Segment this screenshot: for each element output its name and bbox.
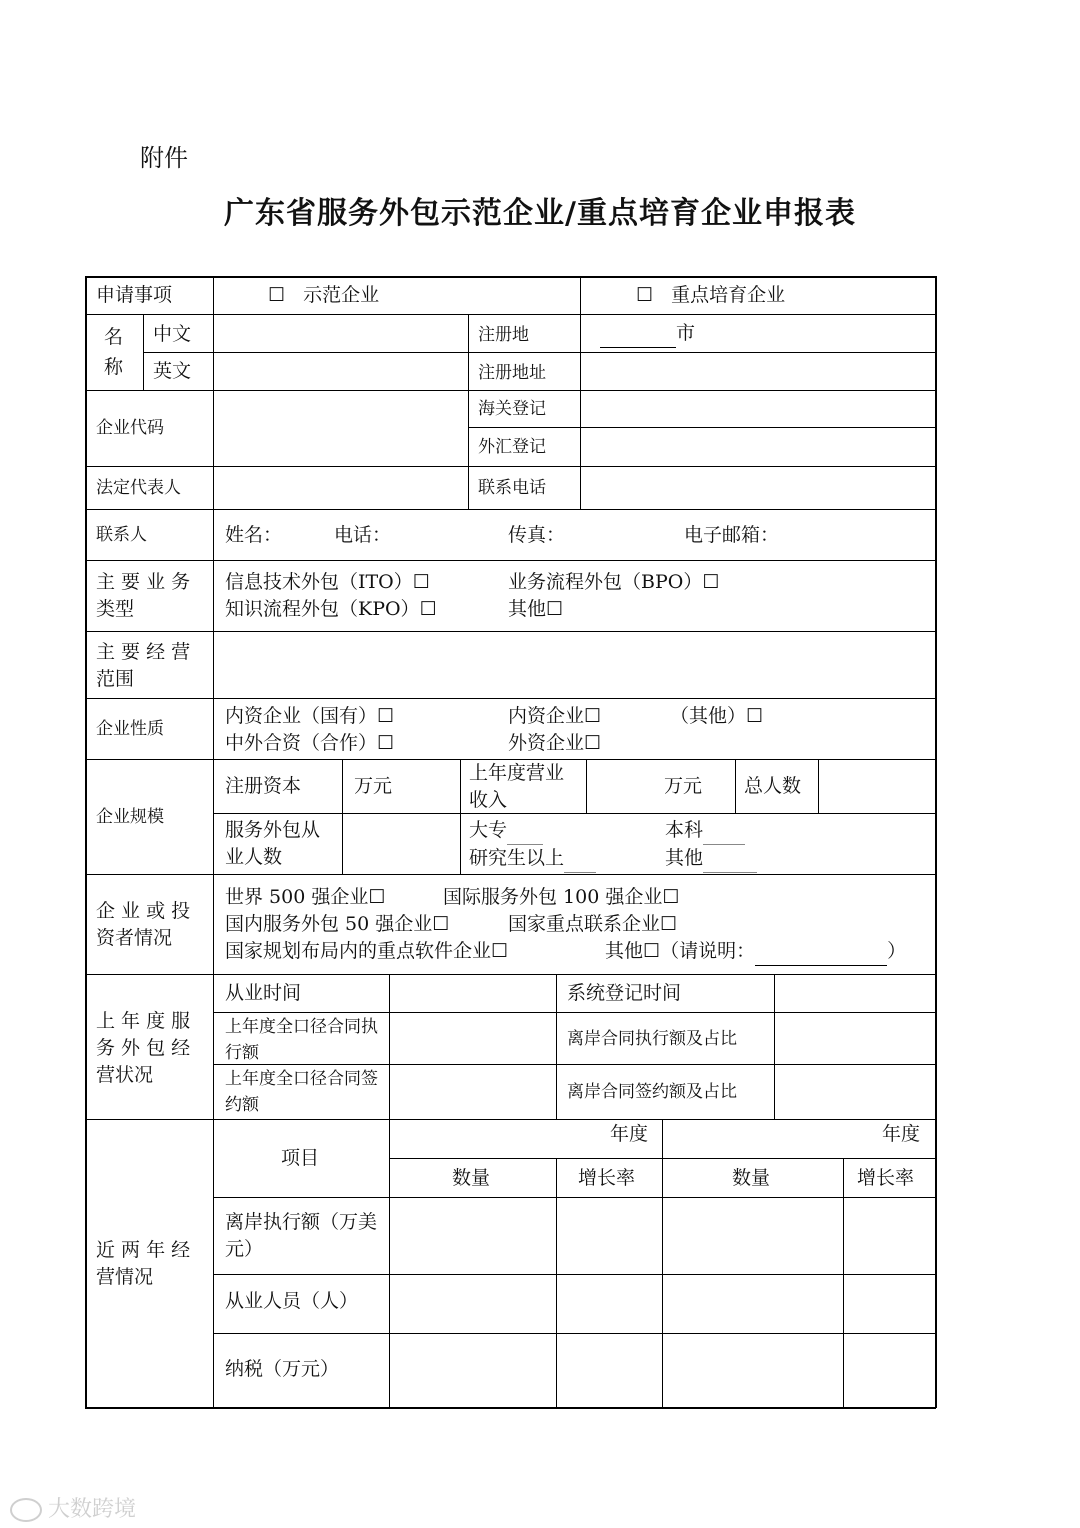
nature-jv[interactable] <box>225 730 394 757</box>
forex-label: 外汇登记 <box>478 437 546 457</box>
grid-input[interactable] <box>390 1198 556 1274</box>
checkbox-icon[interactable] <box>584 705 601 727</box>
investor-keycontact[interactable] <box>508 911 677 938</box>
checkbox-icon[interactable] <box>584 732 601 754</box>
scope-label: 主 要 经 营 范围 <box>96 641 191 690</box>
note-prefix: （请说明： <box>660 940 756 962</box>
nature-domestic-state-label: 内资企业（国有） <box>225 705 378 727</box>
nature-foreign-label: 外资企业 <box>508 732 585 754</box>
rule-v <box>735 759 736 813</box>
rule-v <box>468 314 469 509</box>
year1-header: 年度 <box>610 1123 649 1145</box>
sys-time-label: 系统登记时间 <box>567 982 682 1004</box>
reg-place-label: 注册地 <box>478 325 529 345</box>
offshore-sign-label: 离岸合同签约额及占比 <box>567 1082 737 1102</box>
name-cn-field[interactable] <box>214 315 468 352</box>
business-type-kpo[interactable] <box>225 596 437 623</box>
customs-label: 海关登记 <box>478 399 546 419</box>
business-type-bpo[interactable] <box>508 569 719 596</box>
reg-address-label: 注册地址 <box>478 363 546 383</box>
blank-underline <box>600 320 676 348</box>
checkbox-icon[interactable] <box>702 571 719 593</box>
total-staff-field[interactable] <box>819 760 935 813</box>
rule-v <box>580 276 581 314</box>
checkbox-icon[interactable] <box>268 284 285 306</box>
nature-domestic-state[interactable] <box>225 703 394 730</box>
rule-v <box>143 314 144 390</box>
checkbox-icon[interactable] <box>546 598 563 620</box>
blank-underline <box>703 845 757 873</box>
offshore-sign-field[interactable] <box>775 1065 935 1119</box>
checkbox-icon[interactable] <box>491 940 508 962</box>
wan-unit-2: 万元 <box>664 775 703 797</box>
growth1-header: 增长率 <box>578 1167 636 1189</box>
checkbox-icon[interactable] <box>420 598 437 620</box>
contact-name-label: 姓名： <box>225 524 283 546</box>
nature-other[interactable] <box>670 703 763 730</box>
checkbox-icon[interactable] <box>660 913 677 935</box>
qty2-header: 数量 <box>732 1167 771 1189</box>
other-edu-count[interactable] <box>665 845 757 873</box>
legal-rep-field[interactable] <box>214 467 468 509</box>
grid-input[interactable] <box>844 1275 935 1333</box>
watermark-text: 大数跨境 <box>48 1497 137 1522</box>
since-label: 从业时间 <box>225 982 302 1004</box>
code-label: 企业代码 <box>96 418 164 438</box>
dom50-label: 国内服务外包 50 强企业 <box>225 913 433 935</box>
checkbox-icon[interactable] <box>636 284 653 306</box>
rule-v <box>586 759 587 813</box>
rule-v <box>556 974 557 1119</box>
investor-label: 企 业 或 投 资者情况 <box>96 900 191 949</box>
checkbox-icon[interactable] <box>432 913 449 935</box>
grid-input[interactable] <box>663 1334 843 1407</box>
exec-label: 上年度全口径合同执行额 <box>225 1017 378 1063</box>
business-type-ito[interactable] <box>225 569 430 596</box>
name-en-label: 英文 <box>153 360 192 382</box>
contact-email-label: 电子邮箱： <box>684 524 780 546</box>
outsourcing-staff-label: 服务外包从业人数 <box>225 819 321 868</box>
contact-label: 联系人 <box>96 525 147 545</box>
investor-other[interactable] <box>605 938 906 966</box>
bachelor-count[interactable] <box>665 817 745 845</box>
checkbox-icon[interactable] <box>377 732 394 754</box>
keycontact-label: 国家重点联系企业 <box>508 913 661 935</box>
legal-rep-label: 法定代表人 <box>96 478 181 498</box>
grid-input[interactable] <box>557 1275 662 1333</box>
nature-jv-label: 中外合资（合作） <box>225 732 378 754</box>
year2-header: 年度 <box>882 1123 921 1145</box>
wan-unit-1: 万元 <box>354 775 393 797</box>
investor-dom50[interactable] <box>225 911 449 938</box>
postgrad-label: 研究生以上 <box>469 847 565 869</box>
other-edu-label: 其他 <box>665 847 704 869</box>
name-cn-label: 中文 <box>153 323 192 345</box>
sign-label: 上年度全口径合同签约额 <box>225 1069 378 1115</box>
watermark-logo-icon <box>10 1498 42 1522</box>
checkbox-icon[interactable] <box>413 571 430 593</box>
sys-time-field[interactable] <box>775 975 935 1012</box>
investor-top500[interactable] <box>225 884 385 911</box>
blank-underline <box>703 817 745 845</box>
outsourcing-staff-field[interactable] <box>343 814 460 874</box>
blank-underline <box>564 845 596 873</box>
investor-other-label: 其他 <box>605 940 644 962</box>
reg-place-field[interactable] <box>600 320 695 348</box>
table-border-left <box>85 276 87 1408</box>
grid-input[interactable] <box>390 1275 556 1333</box>
item-header: 项目 <box>281 1147 320 1169</box>
reg-capital-label: 注册资本 <box>225 775 302 797</box>
customs-field[interactable] <box>581 391 935 427</box>
exec-field[interactable] <box>390 1013 556 1064</box>
contact-phone-field[interactable] <box>581 467 935 509</box>
note-blank[interactable] <box>755 938 887 966</box>
college-count[interactable] <box>469 817 543 845</box>
row-staff: 从业人员（人） <box>225 1290 359 1312</box>
apply-option-key[interactable] <box>636 282 785 309</box>
scale-label: 企业规模 <box>96 807 164 827</box>
note-suffix: ） <box>887 940 907 962</box>
contact-tel-label: 电话： <box>334 524 392 546</box>
ito-label: 信息技术外包（ITO） <box>225 571 413 593</box>
intl100-label: 国际服务外包 100 强企业 <box>443 886 663 908</box>
nature-label: 企业性质 <box>96 719 164 739</box>
form-title: 广东省服务外包示范企业/重点培育企业申报表 <box>224 196 856 231</box>
reg-place-suffix: 市 <box>676 322 696 344</box>
postgrad-count[interactable] <box>469 845 596 873</box>
row-tax: 纳税（万元） <box>225 1358 340 1380</box>
grid-input[interactable] <box>663 1198 843 1274</box>
rule-v <box>460 759 461 874</box>
apply-option-demo-label: 示范企业 <box>303 284 380 306</box>
checkbox-icon[interactable] <box>368 886 385 908</box>
growth2-header: 增长率 <box>857 1167 915 1189</box>
reg-address-field[interactable] <box>581 353 935 390</box>
offshore-exec-label: 离岸合同执行额及占比 <box>567 1029 737 1049</box>
scope-field[interactable] <box>214 632 935 698</box>
grid-input[interactable] <box>844 1198 935 1274</box>
grid-input[interactable] <box>844 1334 935 1407</box>
watermark <box>10 1492 136 1523</box>
offshore-exec-field[interactable] <box>775 1013 935 1064</box>
table-border-right <box>935 276 937 1408</box>
checkbox-icon[interactable] <box>643 940 660 962</box>
last-year-label: 上 年 度 服 务 外 包 经 营状况 <box>96 1010 191 1086</box>
contact-phone-label: 联系电话 <box>478 478 546 498</box>
kpo-label: 知识流程外包（KPO） <box>225 598 420 620</box>
nature-foreign[interactable] <box>508 730 601 757</box>
other-label: 其他 <box>508 598 547 620</box>
grid-input[interactable] <box>557 1198 662 1274</box>
business-type-other[interactable] <box>508 596 563 623</box>
checkbox-icon[interactable] <box>662 886 679 908</box>
top500-label: 世界 500 强企业 <box>225 886 369 908</box>
grid-input[interactable] <box>557 1334 662 1407</box>
checkbox-icon[interactable] <box>746 705 763 727</box>
business-type-label: 主 要 业 务 类型 <box>96 571 191 620</box>
code-field[interactable] <box>214 391 468 466</box>
apply-label: 申请事项 <box>96 284 173 306</box>
grid-input[interactable] <box>390 1334 556 1407</box>
forex-field[interactable] <box>581 428 935 466</box>
contact-fax-label: 传真： <box>508 524 566 546</box>
nature-other-label: （其他） <box>670 705 747 727</box>
revenue-label: 上年度营业收入 <box>469 762 565 811</box>
college-label: 大专 <box>469 819 508 841</box>
apply-option-demo[interactable] <box>268 282 379 309</box>
apply-option-key-label: 重点培育企业 <box>671 284 786 306</box>
grid-input[interactable] <box>663 1275 843 1333</box>
investor-intl100[interactable] <box>443 884 679 911</box>
total-staff-label: 总人数 <box>744 775 802 797</box>
two-years-label: 近 两 年 经 营情况 <box>96 1239 191 1288</box>
since-field[interactable] <box>390 975 556 1012</box>
investor-planned[interactable] <box>225 938 508 965</box>
planned-label: 国家规划布局内的重点软件企业 <box>225 940 492 962</box>
attachment-label: 附件 <box>140 144 188 172</box>
nature-domestic[interactable] <box>508 703 601 730</box>
bachelor-label: 本科 <box>665 819 704 841</box>
qty1-header: 数量 <box>452 1167 491 1189</box>
name-label-2: 称 <box>104 356 124 378</box>
name-en-field[interactable] <box>214 353 468 390</box>
bpo-label: 业务流程外包（BPO） <box>508 571 703 593</box>
sign-field[interactable] <box>390 1065 556 1119</box>
nature-domestic-label: 内资企业 <box>508 705 585 727</box>
checkbox-icon[interactable] <box>377 705 394 727</box>
blank-underline <box>507 817 543 845</box>
name-label-1: 名 <box>104 326 124 348</box>
row-offshore-exec: 离岸执行额（万美元） <box>225 1211 378 1260</box>
